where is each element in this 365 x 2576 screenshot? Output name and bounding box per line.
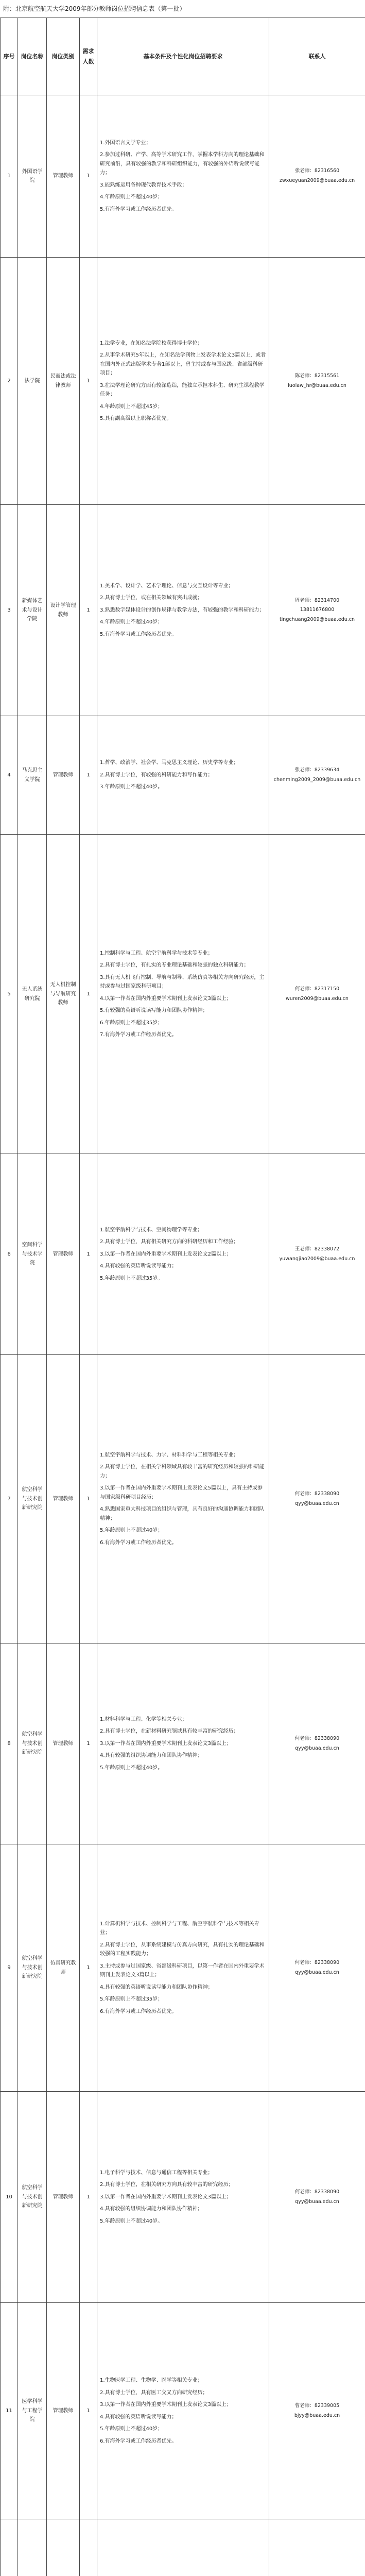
table-row (1, 1154, 365, 1355)
table-row (1, 835, 365, 1154)
requirement-line: 1.计算机科学与技术、控制科学与工程、航空宇航科学与技术等相关专业； (100, 1921, 259, 1936)
table-row (1, 716, 365, 835)
row-count: 1 (80, 1154, 97, 1355)
row-unit: 航空科学与技术创新研究院 (18, 1355, 47, 1643)
table-row (1, 1355, 365, 1643)
row-count: 1 (80, 716, 97, 835)
row-number: 3 (1, 505, 18, 716)
contact-line: 何老师：82338090 (294, 1735, 340, 1741)
requirement-line: 3.具有无人机飞行控制、导航与制导、系统仿真等相关方向研究经历，主持或参与过国家级科研项目； (100, 974, 265, 989)
row-contact (269, 1844, 365, 2092)
row-number: 2 (1, 258, 18, 505)
requirement-line: 4.具有较强的英语听说读写能力； (100, 1263, 177, 1269)
table-row (1, 2092, 365, 2303)
header-requirements: 基本条件及个性化岗位招聘要求 (97, 18, 269, 95)
row-contact (269, 835, 365, 1154)
row-contact (269, 1154, 365, 1355)
header-category: 岗位类别 (47, 18, 80, 95)
requirement-line: 1.生物医学工程、生物学、医学等相关专业； (100, 2378, 203, 2383)
row-count: 1 (80, 2092, 97, 2303)
requirement-line: 2.具有博士学位，有扎实的专业理论基础和较强的独立科研能力； (100, 962, 249, 968)
table-body (1, 95, 365, 2576)
requirement-line: 1.电子科学与技术、信息与通信工程等相关专业； (100, 2170, 213, 2176)
contact-line: 何老师：82317150 (294, 986, 340, 992)
table-row (1, 2519, 365, 2576)
row-category: 民商法或法律教师 (47, 258, 80, 505)
row-count: 1 (80, 1355, 97, 1643)
table-row (1, 505, 365, 716)
requirement-line: 6.有海外学习或工作经历者优先。 (100, 2008, 177, 2014)
row-number: 9 (1, 1844, 18, 2092)
requirement-line: 5.具有副高级以上职称者优先。 (100, 416, 172, 421)
requirement-line: 5.年龄原则上不超过40岁； (100, 1528, 163, 1534)
row-count (80, 2519, 97, 2576)
row-contact (269, 2303, 365, 2519)
row-requirements (97, 716, 269, 835)
requirement-line: 4.年龄原则上不超过45岁； (100, 403, 163, 410)
row-unit: 医学科学与工程学院 (18, 2303, 47, 2519)
contact-line: wuren2009@buaa.edu.cn (286, 995, 349, 1002)
row-unit: 航空科学与技术创新研究院 (18, 1643, 47, 1844)
requirement-line: 5.年龄原则上不超过40岁； (100, 2426, 163, 2432)
row-requirements (97, 1844, 269, 2092)
requirement-line: 1.控制科学与工程、航空宇航科学与技术等专业； (100, 950, 213, 956)
row-unit (18, 2519, 47, 2576)
requirement-line: 1.法学专业，在知名法学院校获得博士学位； (100, 340, 203, 346)
requirement-line: 3.年龄原则上不超过40岁。 (100, 784, 163, 790)
row-number: 10 (1, 2092, 18, 2303)
row-contact (269, 258, 365, 505)
requirement-line: 6.有海外学习或工作经历者优先。 (100, 1539, 177, 1546)
requirement-line: 4.年龄原则上不超过40岁； (100, 194, 163, 200)
row-category: 管理教师 (47, 1355, 80, 1643)
requirement-line: 2.从事学术研究5年以上，在知名法学刊物上发表学术论文3篇以上，或者在国内外正式出版学术专著1部以上，曾主持或参与国家级、省部级科研项目； (100, 352, 266, 376)
row-count: 1 (80, 835, 97, 1154)
row-contact (269, 505, 365, 716)
requirement-line: 5.有海外学习或工作经历者优先。 (100, 631, 177, 637)
row-category: 管理教师 (47, 2092, 80, 2303)
requirement-line: 5.年龄原则上不超过35岁。 (100, 1275, 163, 1281)
requirement-line: 3.在法学理论研究方面有较深造诣，能独立承担本科生、研究生课程教学任务； (100, 382, 265, 397)
requirement-line: 3.以第一作者在国内外重要学术期刊上发表论文5篇以上，具有主持或参与国家级科研项目经历； (100, 1485, 263, 1500)
row-requirements (97, 505, 269, 716)
contact-line: qyy@buaa.edu.cn (295, 1500, 339, 1506)
row-contact (269, 1355, 365, 1643)
requirement-line: 1.哲学、政治学、社会学、马克思主义理论、历史学等专业； (100, 760, 239, 766)
row-count: 1 (80, 95, 97, 258)
header-contact: 联系人 (269, 18, 365, 95)
requirement-line: 4.熟悉国家重大科技项目的组织与管理，具有良好的沟通协调能力和团队精神； (100, 1506, 265, 1521)
row-number: 11 (1, 2303, 18, 2519)
requirement-line: 2.具有博士学位，或在相关领域有突出成就； (100, 595, 203, 601)
row-category: 管理教师 (47, 1154, 80, 1355)
row-contact (269, 2519, 365, 2576)
table-row (1, 1643, 365, 1844)
requirement-line: 4.具有较强的英语听说读写能力和团队协作精神； (100, 1984, 213, 1990)
row-category: 仿真研究教师 (47, 1844, 80, 2092)
table-header-row (1, 18, 365, 95)
row-count: 1 (80, 2303, 97, 2519)
contact-line: qyy@buaa.edu.cn (295, 2198, 339, 2205)
row-contact (269, 716, 365, 835)
contact-line: tingchuang2009@buaa.edu.cn (279, 616, 355, 622)
requirement-line: 3.以第一作者在国内外重要学术期刊上发表论文3篇以上； (100, 2402, 232, 2408)
requirement-line: 6.年龄原则上不超过35岁； (100, 1020, 163, 1026)
row-requirements (97, 835, 269, 1154)
requirement-line: 4.以第一作者在国内外重要学术期刊上发表论文3篇以上； (100, 995, 232, 1002)
row-contact (269, 2092, 365, 2303)
requirement-line: 4.具有较强的组织协调能力和团队协作精神； (100, 1753, 203, 1759)
requirement-line: 1.航空宇航科学与技术、力学、材料科学与工程等相关专业； (100, 1452, 239, 1458)
contact-line: zwxueyuan2009@buaa.edu.cn (279, 178, 355, 183)
requirement-line: 3.以第一作者在国内外重要学术期刊上发表论文3篇以上； (100, 1740, 232, 1747)
requirement-line: 2.具有博士学位，有较强的科研能力和写作能力； (100, 772, 213, 778)
requirement-line: 5.年龄原则上不超过40岁。 (100, 1765, 163, 1771)
table-row (1, 2303, 365, 2519)
contact-line: qyy@buaa.edu.cn (295, 1745, 339, 1751)
row-number: 4 (1, 716, 18, 835)
requirement-line: 2.参加过科研、产学、高等学术研究工作，掌握本学科方向的理论基础和研究前沿，具有较强的教学和科研组织能力，有较强的外语听说读写能力； (100, 152, 265, 176)
recruitment-table (0, 18, 365, 2576)
row-number: 5 (1, 835, 18, 1154)
contact-line: qyy@buaa.edu.cn (295, 1969, 339, 1975)
contact-line: 何老师：82338090 (294, 2189, 340, 2195)
contact-line: 陈老师：82315561 (294, 372, 340, 379)
row-count: 1 (80, 505, 97, 716)
requirement-line: 4.具有较强的英语听说读写能力； (100, 2414, 177, 2420)
requirement-line: 1.航空宇航科学与技术、空间物理学等专业； (100, 1227, 203, 1233)
row-number: 7 (1, 1355, 18, 1643)
header-count: 需求人数 (80, 18, 97, 95)
row-requirements (97, 1355, 269, 1643)
row-requirements (97, 2092, 269, 2303)
contact-line: 张老师：82339634 (294, 767, 340, 773)
requirement-line: 2.具有博士学位，在相关学科领域具有较丰富的研究经历和较强的科研能力； (100, 1464, 265, 1479)
table-row (1, 1844, 365, 2092)
row-number (1, 2519, 18, 2576)
contact-line: luolaw_hr@buaa.edu.cn (288, 382, 346, 388)
requirement-line: 5.年龄原则上不超过35岁； (100, 1996, 163, 2003)
requirement-line: 2.具有博士学位，具有医工交叉方向研究经历； (100, 2389, 208, 2396)
row-count: 1 (80, 258, 97, 505)
row-unit: 马克思主义学院 (18, 716, 47, 835)
row-count: 1 (80, 1643, 97, 1844)
requirement-line: 3.以第一作者在国内外重要学术期刊上发表论文2篇以上； (100, 1251, 232, 1257)
header-unit: 岗位名称 (18, 18, 47, 95)
row-category: 管理教师 (47, 1643, 80, 1844)
row-category: 管理教师 (47, 716, 80, 835)
row-unit: 法学院 (18, 258, 47, 505)
row-unit: 无人系统研究院 (18, 835, 47, 1154)
row-number: 6 (1, 1154, 18, 1355)
contact-line: 13811676800 (300, 607, 335, 613)
row-category: 设计学管理教师 (47, 505, 80, 716)
requirement-line: 5.有海外学习或工作经历者优先。 (100, 206, 177, 212)
row-category (47, 2519, 80, 2576)
requirement-line: 2.具有博士学位，具有相关研究方向的科研经历和工作经验； (100, 1239, 239, 1245)
requirement-line: 2.具有博士学位，在新材料研究领域具有较丰富的研究经历； (100, 1728, 239, 1735)
requirement-line: 3.主持或参与过国家级、省部级科研项目，以第一作者在国内外重要学术期刊上发表论文3篇以上； (100, 1963, 265, 1978)
row-unit: 航空科学与技术创新研究院 (18, 2092, 47, 2303)
requirement-line: 2.具有博士学位，从事系统建模与仿真方向研究，具有扎实的理论基础和较强的工程实践能力； (100, 1942, 265, 1957)
header-no: 序号 (1, 18, 18, 95)
row-number: 8 (1, 1643, 18, 1844)
requirement-line: 1.外国语言文学专业； (100, 140, 151, 146)
row-requirements (97, 258, 269, 505)
row-category: 管理教师 (47, 95, 80, 258)
contact-line: 张老师：82316560 (294, 168, 340, 174)
row-unit: 外国语学院 (18, 95, 47, 258)
table-row (1, 95, 365, 258)
row-unit: 新媒体艺术与设计学院 (18, 505, 47, 716)
requirement-line: 6.有海外学习或工作经历者优先。 (100, 2438, 177, 2444)
requirement-line: 5.有较强的英语听说读写能力和团队协作精神； (100, 1008, 208, 1013)
contact-line: 王老师：82338072 (294, 1246, 340, 1252)
requirement-line: 2.具有博士学位，在相关研究方向具有较丰富的研究经历； (100, 2182, 234, 2188)
row-category: 无人机控制与导航研究教师 (47, 835, 80, 1154)
contact-line: 曹老师：82339005 (294, 2402, 340, 2409)
row-category: 管理教师 (47, 2303, 80, 2519)
requirement-line: 1.美术学、设计学、艺术学理论、信息与交互设计等专业； (100, 583, 234, 589)
row-requirements (97, 1643, 269, 1844)
contact-line: bjyy@buaa.edu.cn (294, 2412, 340, 2418)
row-requirements (97, 95, 269, 258)
requirement-line: 5.年龄原则上不超过40岁。 (100, 2218, 163, 2224)
contact-line: 何老师：82338090 (294, 1959, 340, 1965)
row-requirements (97, 1154, 269, 1355)
contact-line: 周老师：82314700 (294, 597, 340, 603)
row-number: 1 (1, 95, 18, 258)
requirement-line: 4.具有较强的组织协调能力和团队协作精神； (100, 2206, 203, 2212)
table-row (1, 258, 365, 505)
requirement-line: 3.以第一作者在国内外重要学术期刊上发表论文3篇以上； (100, 2194, 232, 2200)
requirement-line: 3.熟悉数字媒体设计的创作规律与教学方法，有较强的教学和科研能力； (100, 607, 265, 613)
row-requirements (97, 2303, 269, 2519)
contact-line: chenming2009_2009@buaa.edu.cn (273, 776, 361, 783)
row-unit: 空间科学与技术学院 (18, 1154, 47, 1355)
requirement-line: 3.能熟练运用各种现代教育技术手段； (100, 182, 187, 188)
contact-line: 何老师：82338090 (294, 1490, 340, 1497)
requirement-line: 4.年龄原则上不超过40岁； (100, 619, 163, 625)
requirement-line: 1.材料科学与工程、化学等相关专业； (100, 1716, 187, 1722)
row-requirements (97, 2519, 269, 2576)
row-unit: 航空科学与技术创新研究院 (18, 1844, 47, 2092)
page-title: 附：北京航空航天大学2009年部分教师岗位招聘信息表（第一批） (3, 5, 186, 12)
row-contact (269, 1643, 365, 1844)
row-contact (269, 95, 365, 258)
requirement-line: 7.有海外学习或工作经历者优先。 (100, 1032, 177, 1038)
row-count: 1 (80, 1844, 97, 2092)
contact-line: yuwangjiao2009@buaa.edu.cn (279, 1256, 355, 1262)
